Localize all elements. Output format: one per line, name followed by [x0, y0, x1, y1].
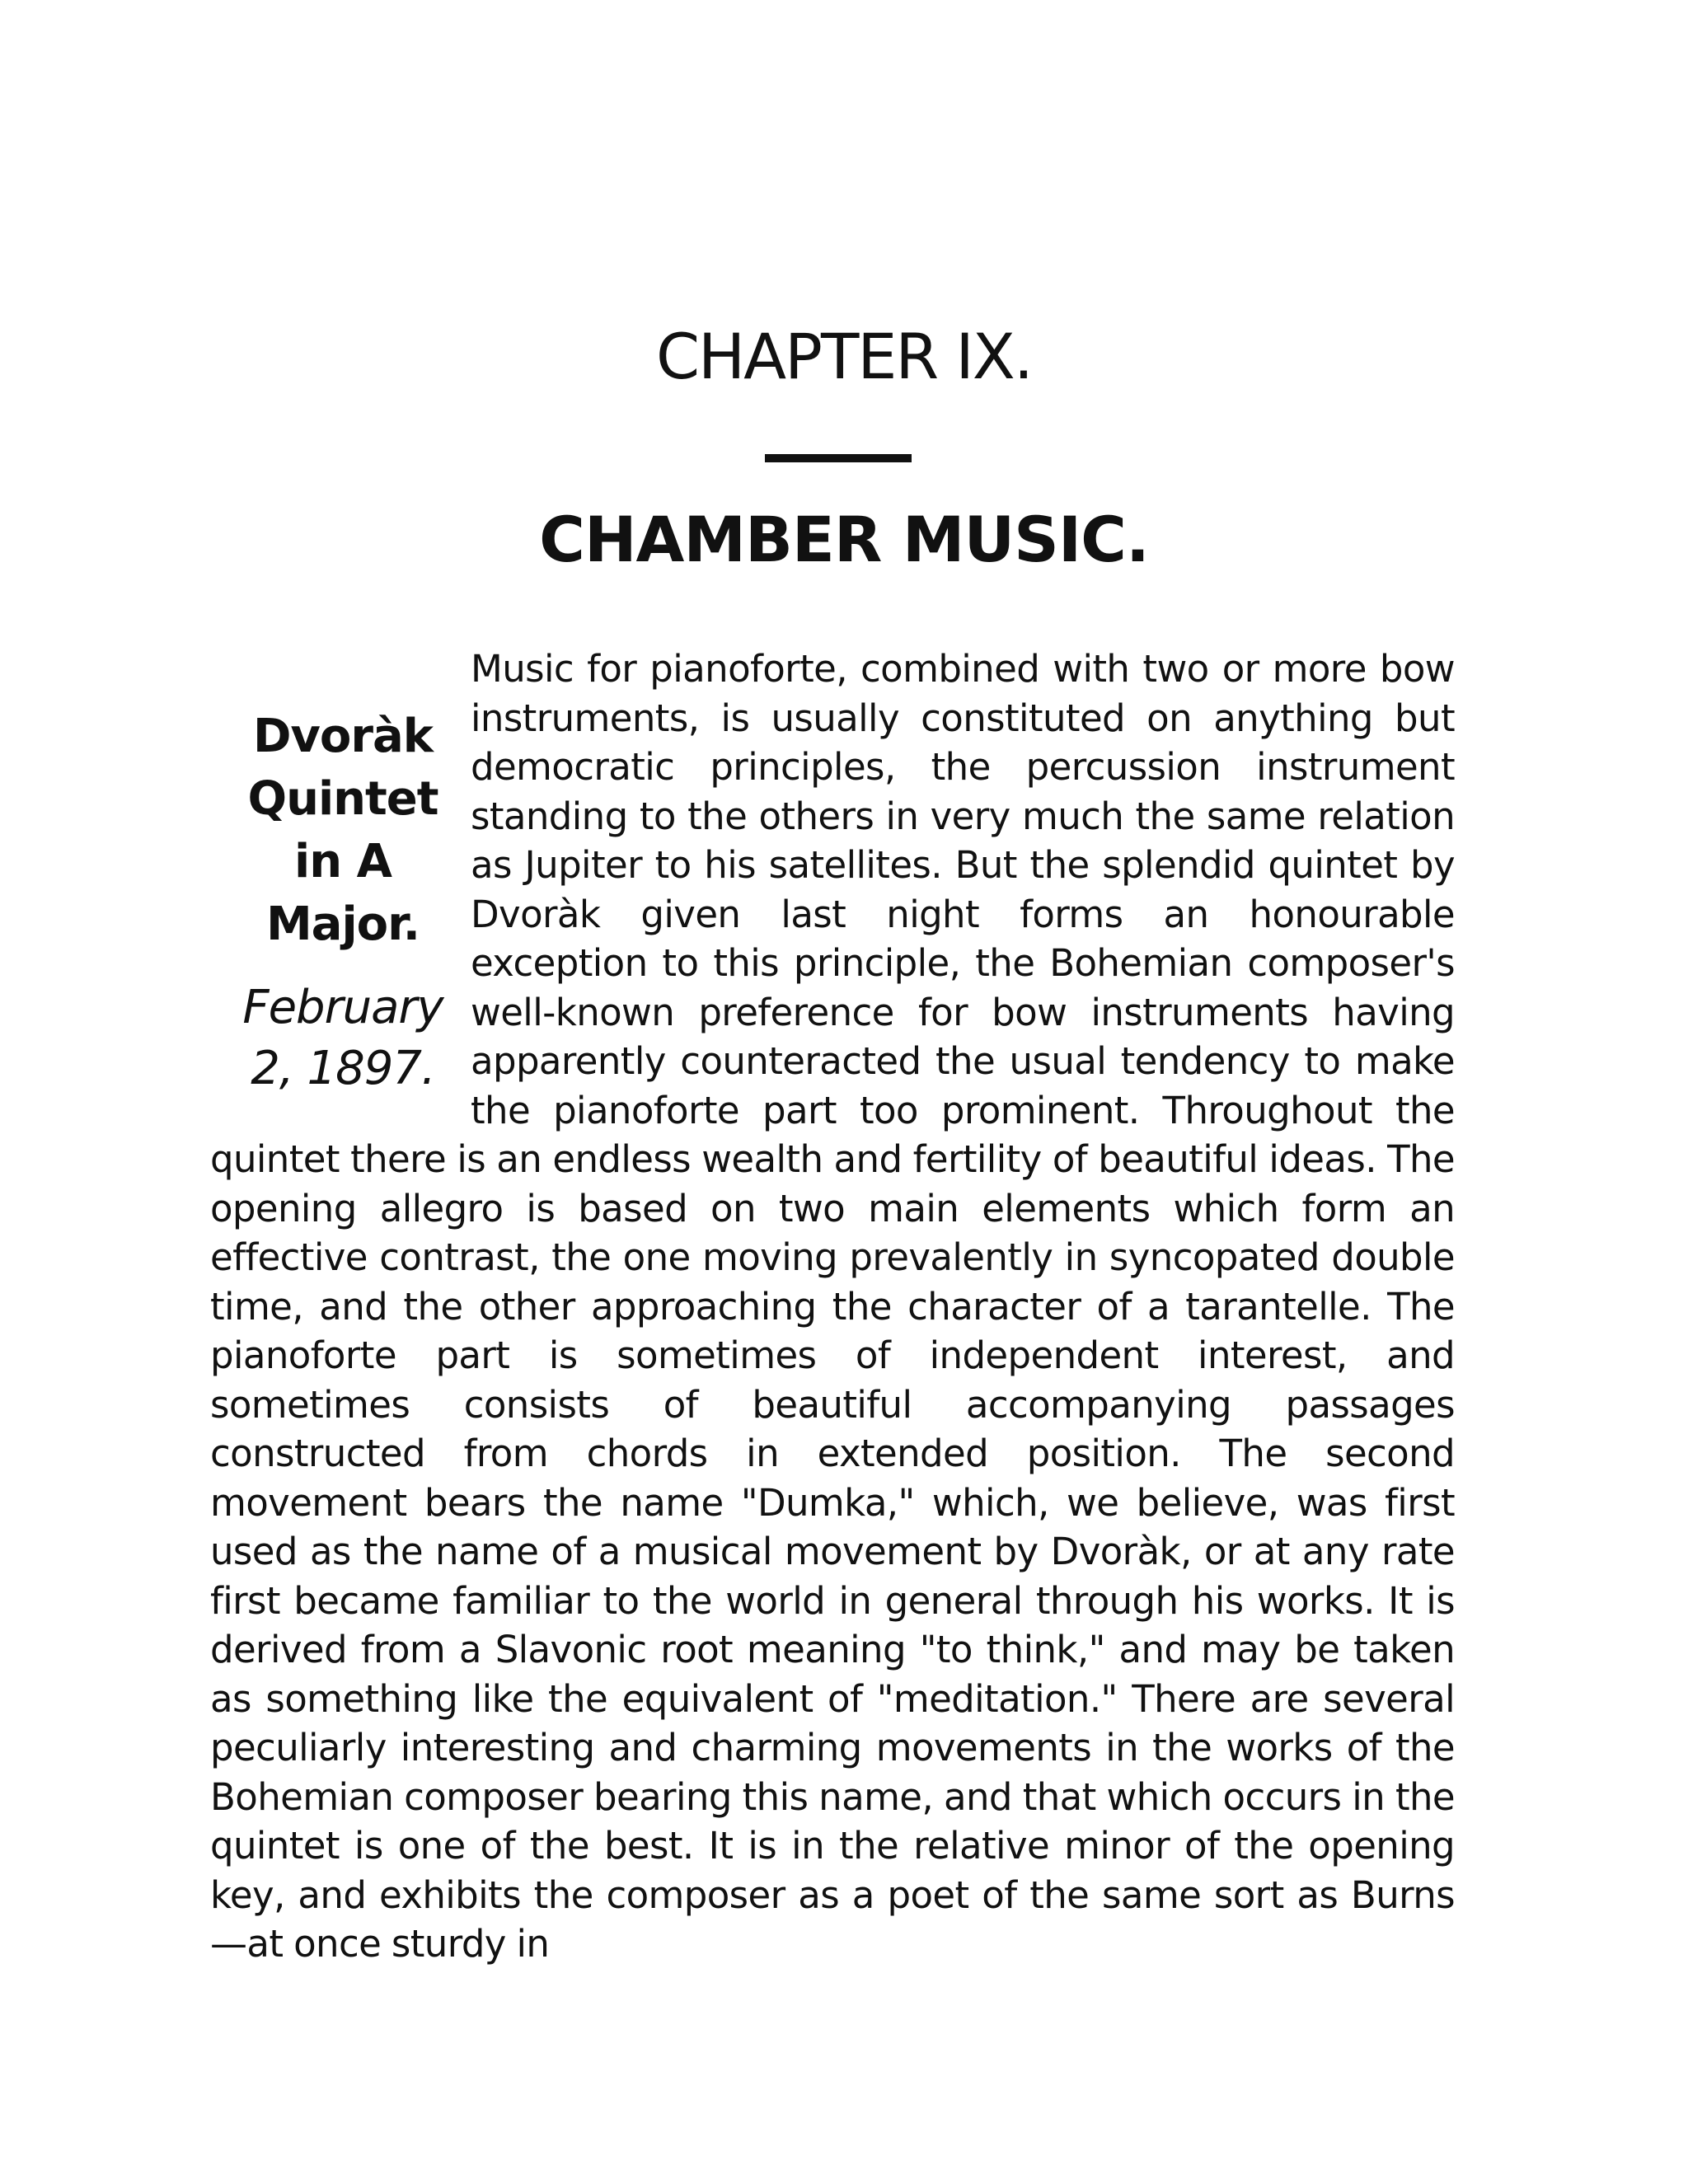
sidenote-date-line: 2, 1897. [251, 1042, 435, 1095]
sidenote-title-line: Dvoràk [252, 710, 434, 763]
chapter-divider [765, 454, 912, 462]
chapter-title: CHAMBER MUSIC. [539, 503, 1149, 576]
chapter-number: CHAPTER IX. [655, 320, 1033, 393]
sidenote-title-line: in A [294, 835, 392, 888]
sidenote-title-line: Quintet [247, 772, 438, 826]
body-paragraph [210, 644, 1455, 1969]
sidenote-spacer [210, 644, 471, 1122]
sidenote-title-line: Major. [265, 898, 420, 951]
sidenote-date-line: February [242, 981, 443, 1034]
body-paragraph-text: Music for pianoforte, combined with two or more bow instruments, is usually constituted on anything but democratic principles, the percussion instrument standing to the others in very much the same relation as Jupiter to his satellites. But the splendid quintet by Dvoràk given last night forms an honourable exception to this principle, the Bohemian composer's well-known preference for bow instruments having apparently counteracted the usual tendency to make the pianoforte part too prominent. Throughout the quintet there is an endless wealth and fertility of beautiful ideas. The opening allegro is based on two main elements which form an effective contrast, the one moving prevalently in syncopated double time, and the other approaching the character of a tarantelle. The pianoforte part is sometimes of independent interest, and sometimes consists of beautiful accompanying passages constructed from chords in extended position. The second movement bears the name "Dumka," which, we believe, was first used as the name of a musical movement by Dvoràk, or at any rate first became familiar to the world in general through his works. It is derived from a Slavonic root meaning "to think," and may be taken as something like the equivalent of "meditation." There are several peculiarly interesting and charming movements in the works of the Bohemian composer bearing this name, and that which occurs in the quintet is one of the best. It is in the relative minor of the opening key, and exhibits the composer as a poet of the same sort as Burns—at once sturdy in [210, 647, 1455, 1966]
